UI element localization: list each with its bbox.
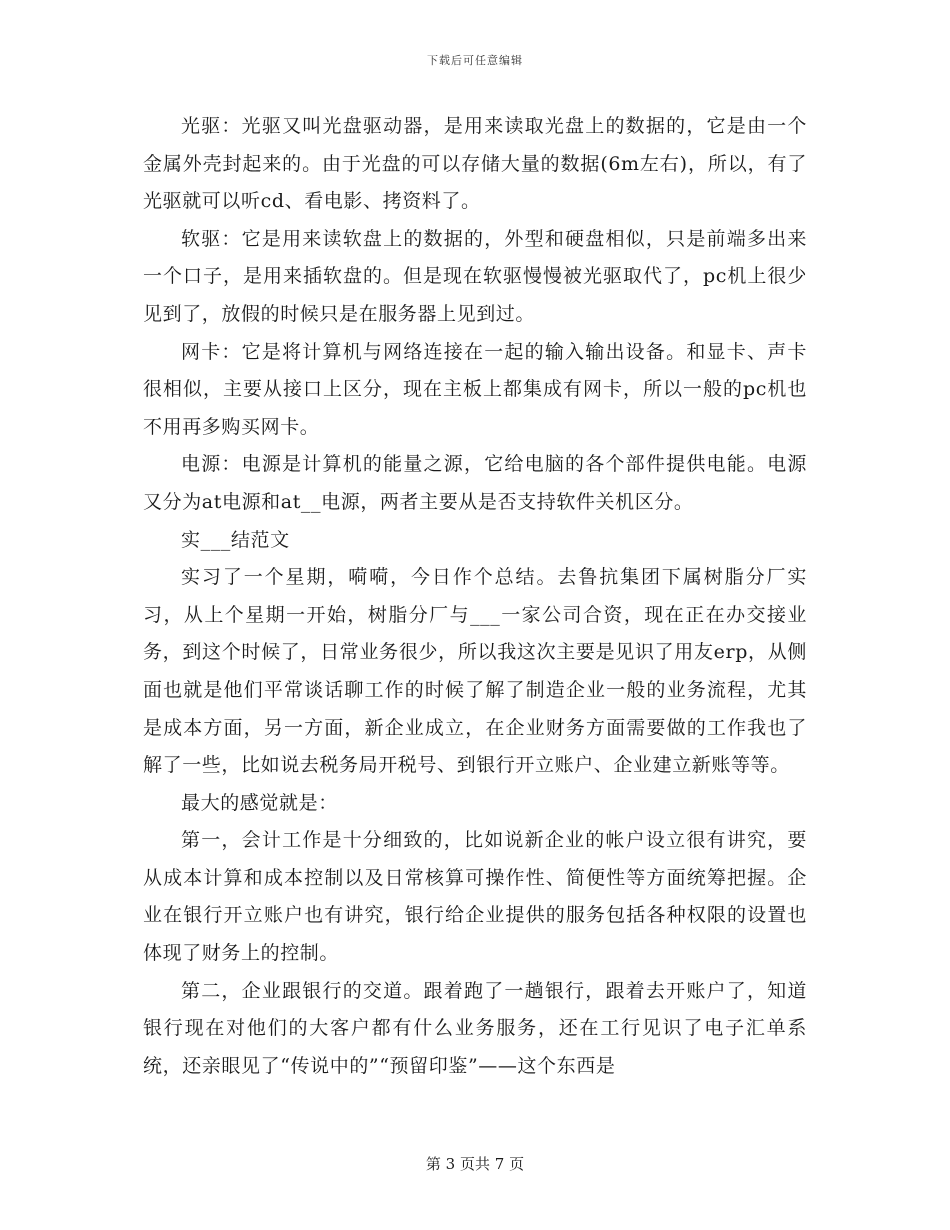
paragraph-network-card: 网卡：它是将计算机与网络连接在一起的输入输出设备。和显卡、声卡很相似，主要从接口上区分，现在主板上都集成有网卡，所以一般的pc机也不用再多购买网卡。 <box>143 340 807 438</box>
document-body <box>143 108 807 1085</box>
paragraph-biggest-feeling: 最大的感觉就是： <box>181 791 338 814</box>
paragraph-power-supply: 电源：电源是计算机的能量之源，它给电脑的各个部件提供电能。电源又分为at电源和at__电源，两者主要从是否支持软件关机区分。 <box>143 453 807 513</box>
paragraph-point-one: 第一，会计工作是十分细致的，比如说新企业的帐户设立很有讲究，要从成本计算和成本控制以及日常核算可操作性、简便性等方面统筹把握。企业在银行开立账户也有讲究，银行给企业提供的服务包括各种权限的设置也体现了财务上的控制。 <box>143 829 807 965</box>
paragraph-optical-drive: 光驱：光驱又叫光盘驱动器，是用来读取光盘上的数据的，它是由一个金属外壳封起来的。由于光盘的可以存储大量的数据(6m左右)，所以，有了光驱就可以听cd、看电影、拷资料了。 <box>143 115 807 213</box>
paragraph-floppy-drive: 软驱：它是用来读软盘上的数据的，外型和硬盘相似，只是前端多出来一个口子，是用来插软盘的。但是现在软驱慢慢被光驱取代了，pc机上很少见到了，放假的时候只是在服务器上见到过。 <box>143 227 807 325</box>
page-header-note: 下载后可任意编辑 <box>427 54 523 67</box>
paragraph-point-two: 第二，企业跟银行的交道。跟着跑了一趟银行，跟着去开账户了，知道银行现在对他们的大客户都有什么业务服务，还在工行见识了电子汇单系统，还亲眼见了“传说中的”“预留印鉴”——这个东西是 <box>143 979 807 1077</box>
section-heading: 实___结范文 <box>181 528 290 551</box>
page-number: 第 3 页共 7 页 <box>425 1155 525 1173</box>
paragraph-internship-summary: 实习了一个星期，嗬嗬，今日作个总结。去鲁抗集团下属树脂分厂实习，从上个星期一开始，树脂分厂与___一家公司合资，现在正在办交接业务，到这个时候了，日常业务很少，所以我这次主要是见识了用友erp，从侧面也就是他们平常谈话聊工作的时候了解了制造企业一般的业务流程，尤其是成本方面，另一方面，新企业成立，在企业财务方面需要做的工作我也了解了一些，比如说去税务局开税号、到银行开立账户、企业建立新账等等。 <box>143 566 807 777</box>
